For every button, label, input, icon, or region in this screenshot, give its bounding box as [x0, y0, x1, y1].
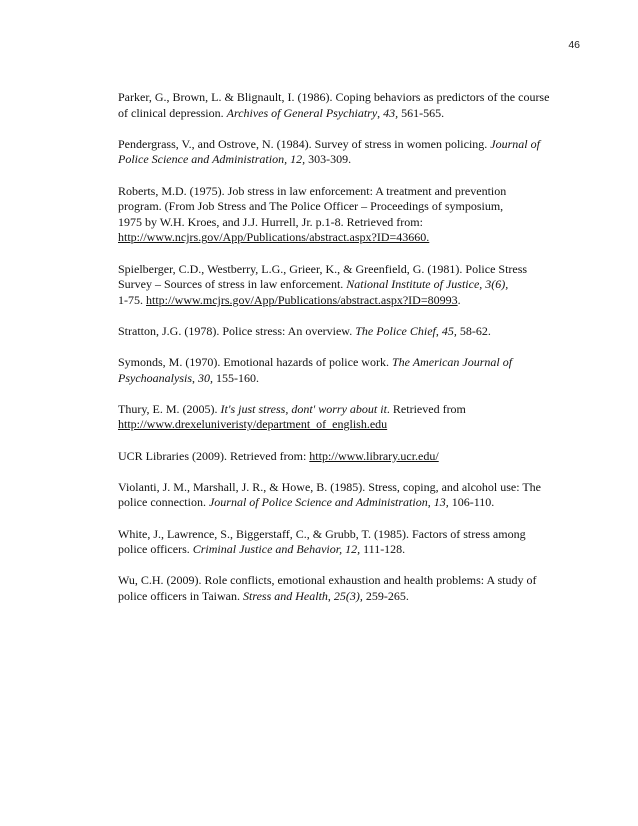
reference-line: [118, 479, 568, 496]
reference-text: ,: [192, 370, 198, 385]
reference-link[interactable]: http://www.mcjrs.gov/App/Publications/abstract.aspx?ID=80993: [146, 292, 458, 307]
reference-line: [118, 448, 568, 465]
reference-entry: [118, 573, 568, 604]
reference-entry: [118, 137, 568, 168]
reference-entry: [118, 480, 568, 511]
reference-text: 303-309.: [305, 152, 352, 167]
reference-text: White, J., Lawrence, S., Biggerstaff, C., & Grubb, T. (1985). Factors of stress among: [118, 526, 526, 541]
reference-text: Roberts, M.D. (1975). Job stress in law enforcement: A treatment and prevention: [118, 183, 507, 198]
reference-text: Pendergrass, V., and Ostrove, N. (1984). Survey of stress in women policing.: [118, 136, 491, 151]
reference-text: Violanti, J. M., Marshall, J. R., & Howe, B. (1985). Stress, coping, and alcohol use: The: [118, 479, 542, 494]
reference-text: ,: [327, 589, 334, 603]
reference-text: .: [457, 292, 461, 307]
reference-line: [118, 152, 568, 168]
reference-text: UCR Libraries (2009). Retrieved from:: [118, 448, 310, 463]
reference-text: Survey – Sources of stress in law enforcement.: [118, 277, 347, 292]
reference-link[interactable]: http://www.drexeluniveristy/department_of_english.edu: [118, 417, 388, 432]
reference-text: police officers in Taiwan.: [118, 589, 244, 603]
reference-italic-text: 45,: [441, 323, 457, 338]
reference-italic-text: Criminal Justice and Behavior, 12,: [192, 542, 361, 557]
reference-italic-text: 43,: [383, 105, 399, 120]
reference-italic-text: It's just stress, dont' worry about it: [220, 401, 387, 416]
reference-italic-text: 30,: [198, 370, 213, 385]
reference-italic-text: Journal of Police Science and Administration: [208, 495, 428, 510]
reference-text: ,: [427, 495, 434, 510]
reference-italic-text: Journal of: [490, 136, 540, 151]
reference-line: [118, 90, 568, 106]
reference-list: [118, 90, 568, 620]
reference-text: 106-110.: [448, 495, 495, 510]
reference-text: Thury, E. M. (2005).: [118, 401, 221, 416]
reference-text: Stratton, J.G. (1978). Police stress: An overview.: [118, 323, 356, 338]
reference-italic-text: Police Science and Administration, 12,: [118, 152, 306, 167]
reference-entry: [118, 184, 568, 246]
reference-entry: [118, 90, 568, 121]
reference-italic-text: Stress and Health: [243, 589, 328, 603]
reference-line: [118, 136, 568, 153]
reference-entry: [118, 262, 568, 309]
reference-text: Spielberger, C.D., Westberry, L.G., Grieer, K., & Greenfield, G. (1981). Police Stress: [118, 261, 528, 276]
reference-link[interactable]: http://www.ncjrs.gov/App/Publications/abstract.aspx?ID=43660.: [118, 230, 430, 245]
reference-text: 561-565.: [398, 105, 445, 120]
reference-line: [118, 417, 568, 433]
reference-italic-text: 13,: [433, 495, 449, 510]
reference-text: police officers.: [118, 542, 193, 557]
reference-text: 111-128.: [360, 542, 406, 557]
reference-text: Symonds, M. (1970). Emotional hazards of police work.: [118, 355, 392, 370]
reference-line: [118, 214, 568, 231]
reference-line: [118, 323, 568, 340]
reference-italic-text: The American Journal of: [391, 355, 513, 370]
reference-line: [118, 277, 568, 293]
reference-entry: [118, 324, 568, 340]
reference-text: 155-160.: [213, 370, 259, 385]
reference-line: [118, 105, 568, 122]
reference-text: program. (From Job Stress and The Police Officer – Proceedings of symposium,: [118, 199, 504, 214]
reference-italic-text: Archives of General Psychiatry: [226, 105, 378, 120]
reference-line: [118, 589, 568, 605]
reference-italic-text: 25(3),: [333, 589, 363, 603]
reference-entry: [118, 402, 568, 433]
reference-italic-text: Psychoanalysis: [118, 370, 192, 385]
reference-entry: [118, 355, 568, 386]
reference-line: [118, 292, 568, 309]
reference-text: ,: [435, 323, 442, 338]
reference-line: [118, 495, 568, 511]
reference-line: [118, 542, 568, 558]
reference-line: [118, 230, 568, 246]
reference-text: Parker, G., Brown, L. & Blignault, I. (1986). Coping behaviors as predictors of the course: [118, 90, 550, 104]
reference-line: [118, 370, 568, 387]
reference-line: [118, 355, 568, 371]
reference-text: Wu, C.H. (2009). Role conflicts, emotional exhaustion and health problems: A study of: [118, 573, 537, 588]
reference-text: police connection.: [118, 495, 209, 510]
reference-line: [118, 573, 568, 589]
reference-text: 58-62.: [456, 323, 491, 338]
reference-link[interactable]: http://www.library.ucr.edu/: [309, 448, 439, 463]
reference-italic-text: The Police Chief: [355, 323, 436, 338]
reference-text: . Retrieved from: [386, 401, 466, 416]
reference-text: 259-265.: [362, 589, 409, 603]
reference-line: [118, 261, 568, 278]
reference-italic-text: National Institute of Justice, 3(6),: [346, 277, 509, 292]
reference-text: 1-75.: [118, 292, 146, 307]
reference-line: [118, 401, 568, 418]
reference-text: 1975 by W.H. Kroes, and J.J. Hurrell, Jr. p.1-8. Retrieved from:: [118, 214, 423, 229]
reference-text: of clinical depression.: [118, 105, 227, 120]
reference-line: [118, 526, 568, 543]
reference-entry: [118, 449, 568, 465]
page-number: 46: [568, 39, 580, 51]
reference-text: ,: [377, 105, 384, 120]
reference-entry: [118, 527, 568, 558]
reference-line: [118, 183, 568, 200]
reference-line: [118, 199, 568, 215]
